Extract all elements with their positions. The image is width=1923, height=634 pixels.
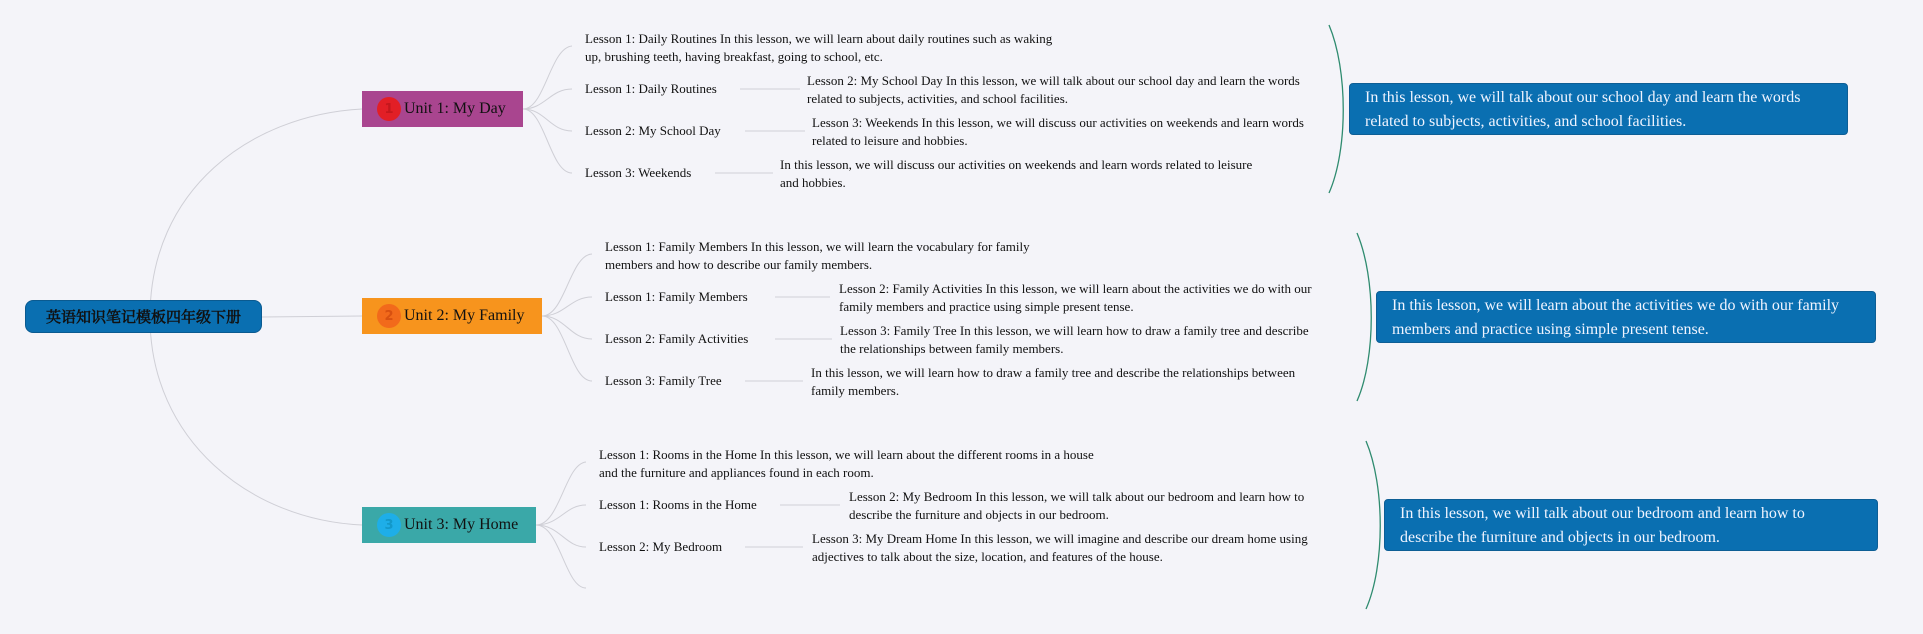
unit-1-lesson-1-title[interactable]: Lesson 1: Daily Routines bbox=[585, 81, 717, 96]
unit-3-topic[interactable] bbox=[362, 507, 536, 543]
unit-1-lesson-2-title[interactable]: Lesson 2: My School Day bbox=[585, 123, 721, 138]
unit-3-branch-lesson-2 bbox=[536, 525, 586, 547]
root-topic[interactable] bbox=[25, 300, 262, 333]
root-title: 英语知识笔记模板四年级下册 bbox=[45, 308, 241, 326]
unit-2-intro[interactable]: Lesson 1: Family Members In this lesson, we will learn the vocabulary for family members and how to describe our family members. bbox=[605, 238, 1075, 272]
unit-1-lesson-3-detail[interactable]: In this lesson, we will discuss our activities on weekends and learn words related to leisure and hobbies. bbox=[780, 156, 1260, 190]
unit-2-summary[interactable] bbox=[1376, 291, 1876, 343]
unit-2-lesson-3-detail[interactable]: In this lesson, we will learn how to draw a family tree and describe the relationships between family members. bbox=[811, 364, 1301, 398]
unit-2-lesson-2-title[interactable]: Lesson 2: Family Activities bbox=[605, 331, 749, 346]
unit-2-branch-lesson-2 bbox=[542, 316, 592, 339]
unit-3-title: Unit 3: My Home bbox=[404, 516, 519, 533]
unit-3-summary-bracket bbox=[1366, 441, 1380, 609]
unit-1-branch-lesson-3 bbox=[523, 109, 572, 173]
unit-2-lesson-3-title[interactable]: Lesson 3: Family Tree bbox=[605, 373, 722, 388]
unit-1-lesson-2-detail[interactable]: Lesson 3: Weekends In this lesson, we will discuss our activities on weekends and learn words related to leisure and hobbies. bbox=[812, 114, 1312, 148]
unit-1-summary[interactable] bbox=[1349, 83, 1848, 135]
unit-3-intro[interactable]: Lesson 1: Rooms in the Home In this lesson, we will learn about the different rooms in a house and the furniture and appliances found in each room. bbox=[599, 446, 1109, 480]
unit-3-lesson-1-title[interactable]: Lesson 1: Rooms in the Home bbox=[599, 497, 757, 512]
unit-2-topic[interactable] bbox=[362, 298, 542, 334]
unit-3-summary[interactable] bbox=[1384, 499, 1878, 551]
unit-3-lesson-2-detail[interactable]: Lesson 3: My Dream Home In this lesson, we will imagine and describe our dream home using adjectives to talk about the size, location, and features of the house. bbox=[812, 530, 1327, 564]
unit-3-number-badge: 3 bbox=[377, 513, 401, 537]
unit-2-title: Unit 2: My Family bbox=[404, 307, 525, 324]
root-to-unit-2-line bbox=[262, 316, 362, 317]
unit-1-topic[interactable] bbox=[362, 91, 523, 127]
root-to-unit-3-line bbox=[150, 317, 362, 525]
unit-1-intro[interactable]: Lesson 1: Daily Routines In this lesson, we will learn about daily routines such as waking up, brushing teeth, having breakfast, going to school, etc. bbox=[585, 30, 1055, 64]
unit-3-lesson-2-title[interactable]: Lesson 2: My Bedroom bbox=[599, 539, 723, 554]
unit-1-summary-bracket bbox=[1329, 25, 1343, 193]
unit-2-lesson-1-title[interactable]: Lesson 1: Family Members bbox=[605, 289, 748, 304]
unit-1-branch-lesson-2 bbox=[523, 109, 572, 131]
unit-2-branch-lesson-3 bbox=[542, 316, 592, 381]
unit-1-number-badge: 1 bbox=[377, 97, 401, 121]
unit-2-number-badge: 2 bbox=[377, 304, 401, 328]
unit-2-summary-bracket bbox=[1357, 233, 1371, 401]
unit-1-lesson-3-title[interactable]: Lesson 3: Weekends bbox=[585, 165, 692, 180]
root-to-unit-1-line bbox=[150, 109, 362, 317]
unit-1-title: Unit 1: My Day bbox=[404, 100, 506, 117]
unit-3-branch-lesson-1 bbox=[536, 505, 586, 525]
unit-3-summary-text: In this lesson, we will talk about our bedroom and learn how to describe the furniture and objects in our bedroom. bbox=[1400, 505, 1805, 546]
unit-3-branch-empty bbox=[536, 525, 586, 588]
unit-1-summary-text: In this lesson, we will talk about our school day and learn the words related to subjects, activities, and school facilities. bbox=[1365, 89, 1801, 130]
unit-2-lesson-1-detail[interactable]: Lesson 2: Family Activities In this lesson, we will learn about the activities we do with our family members and practice using simple present tense. bbox=[839, 280, 1341, 314]
unit-3-lesson-1-detail[interactable]: Lesson 2: My Bedroom In this lesson, we will talk about our bedroom and learn how to describe the furniture and objects in our bedroom. bbox=[849, 488, 1349, 522]
unit-2-summary-text: In this lesson, we will learn about the activities we do with our family members and practice using simple present tense. bbox=[1392, 297, 1840, 338]
unit-2-lesson-2-detail[interactable]: Lesson 3: Family Tree In this lesson, we will learn how to draw a family tree and describe the relationships between family members. bbox=[840, 322, 1325, 356]
unit-1-lesson-1-detail[interactable]: Lesson 2: My School Day In this lesson, we will talk about our school day and learn the words related to subjects, activities, and school facilities. bbox=[807, 72, 1315, 106]
